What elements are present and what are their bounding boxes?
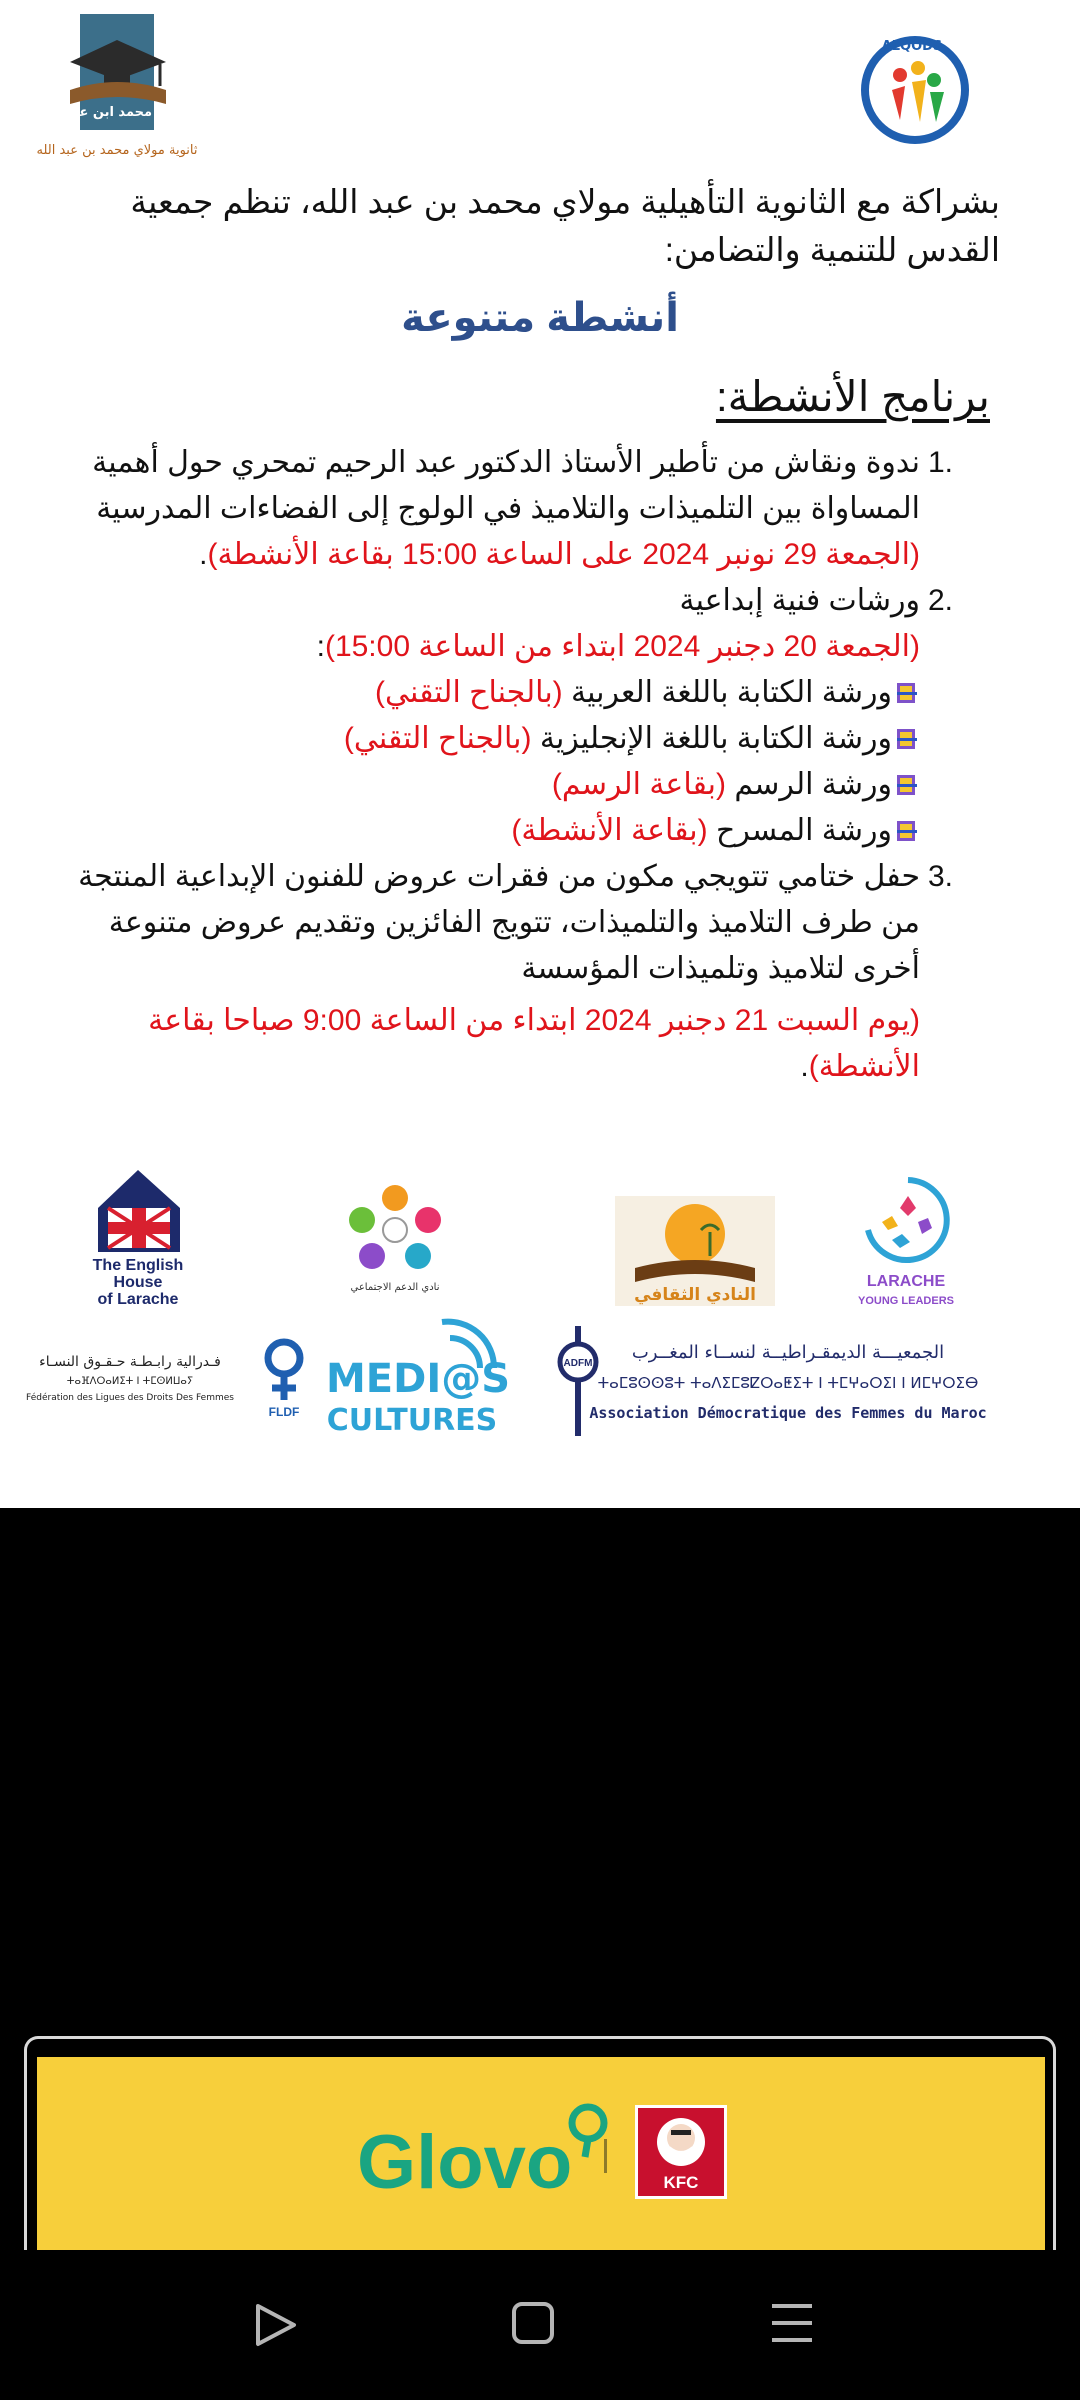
intro-paragraph: بشراكة مع الثانوية التأهيلية مولاي محمد بن عبد الله، تنظم جمعية القدس للتنمية والتضامن:	[130, 183, 1000, 268]
fldf-tifinagh: ⵜⴰⴼⴷⵔⴰⵍⵉⵜ ⵏ ⵜⵎⵙⵍⵡⴰⵢ	[66, 1376, 194, 1387]
adfm-arabic: الجمعيـــة الديمقـراطيــة لنســاء المغــرب	[631, 1342, 945, 1363]
item-date: (الجمعة 20 دجنبر 2024 ابتداء من الساعة 15:00)	[324, 630, 920, 663]
larache-name: LARACHE	[866, 1273, 946, 1290]
item-text: حفل ختامي تتويجي مكون من فقرات عروض للفنون الإبداعية المنتجة من طرف التلاميذ والتلميذات، تتويج الفائزين وتقديم عروض متنوعة أخرى لتلاميذ وتلميذات المؤسسة	[78, 860, 920, 985]
book-bullet-icon	[894, 819, 920, 843]
kfc-logo	[635, 2105, 727, 2199]
medias-cultures-logo	[325, 1308, 511, 1438]
larache-leaders-logo	[848, 1160, 968, 1310]
adfm-french: Association Démocratique des Femmes du Maroc	[589, 1404, 987, 1422]
workshop-name: ورشة الرسم	[734, 768, 892, 801]
social-club-logo	[340, 1178, 450, 1298]
fldf-french: Fédération des Ligues des Droits Des Femmes	[26, 1393, 234, 1403]
glovo-brand: Glovo	[357, 2120, 573, 2205]
school-logo	[36, 12, 198, 162]
item-text: ندوة ونقاش من تأطير الأستاذ الدكتور عبد الرحيم تمحري حول أهمية المساواة بين التلميذات والتلاميذ في الولوج إلى الفضاءات المدرسية	[92, 446, 920, 525]
english-house-line3: of Larache	[97, 1291, 179, 1308]
item-number: 1.	[928, 446, 954, 479]
kfc-text: KFC	[663, 2173, 699, 2192]
school-logo-caption: ثانوية مولاي محمد بن عبد الله	[36, 143, 198, 158]
social-club-caption: نادي الدعم الاجتماعي	[350, 1282, 440, 1293]
back-triangle-icon[interactable]	[250, 2300, 300, 2350]
item-text: ورشات فنية إبداعية	[679, 584, 920, 617]
ad-banner[interactable]	[24, 2036, 1056, 2276]
workshop-item	[40, 808, 920, 854]
workshop-place: (بالجناح التقني)	[375, 676, 563, 709]
alqods-logo	[860, 30, 970, 150]
cultural-club-caption: النادي الثقافي	[634, 1285, 756, 1305]
cultural-club-logo	[615, 1196, 775, 1306]
workshop-name: ورشة الكتابة باللغة العربية	[571, 676, 892, 709]
program-item-1	[40, 440, 954, 578]
workshop-name: ورشة المسرح	[715, 814, 892, 847]
system-navigation-bar	[0, 2250, 1080, 2400]
adfm-logo	[556, 1322, 1016, 1440]
ad-divider	[604, 2139, 607, 2173]
item-number: 2.	[928, 584, 954, 617]
workshop-name: ورشة الكتابة باللغة الإنجليزية	[539, 722, 892, 755]
item-date: (يوم السبت 21 دجنبر 2024 ابتداء من الساعة 9:00 صباحا بقاعة الأنشطة)	[148, 1004, 920, 1083]
item-date-suffix: .	[199, 538, 208, 571]
english-house-logo	[80, 1168, 200, 1308]
program-item-2	[40, 578, 954, 854]
program-item-3	[40, 854, 954, 1090]
medias-line1: MEDI@S	[325, 1356, 511, 1402]
workshop-place: (بقاعة الرسم)	[551, 768, 726, 801]
book-bullet-icon	[894, 681, 920, 705]
workshop-place: (بقاعة الأنشطة)	[511, 814, 708, 847]
alqods-logo-text: ALQODS	[881, 39, 943, 54]
english-house-line2: House	[113, 1274, 163, 1291]
headline: أنشطة متنوعة	[401, 296, 679, 340]
medias-line2: CULTURES	[326, 1403, 498, 1438]
recents-menu-icon[interactable]	[768, 2300, 816, 2346]
item-number: 3.	[928, 860, 954, 893]
fldf-short: FLDF	[268, 1405, 300, 1419]
school-logo-book-text: مولاي محمد ابن عبد الله	[39, 105, 195, 120]
program-list	[40, 440, 954, 1090]
workshop-item	[40, 716, 920, 762]
book-bullet-icon	[894, 727, 920, 751]
fldf-logo	[22, 1322, 322, 1422]
item-date-suffix: :	[316, 630, 325, 663]
program-title: برنامج الأنشطة:	[715, 373, 990, 420]
adfm-tifinagh: ⵜⴰⵎⵓⵙⵙⵓⵜ ⵜⴰⴷⵉⵎⵓⵇⵔⴰⵟⵉⵜ ⵏ ⵜⵎⵖⴰⵔⵉⵏ ⵏ ⵍⵎⵖⵔⵉⴱ	[597, 1374, 979, 1392]
home-square-icon[interactable]	[510, 2300, 556, 2346]
item-date: (الجمعة 29 نونبر 2024 على الساعة 15:00 بقاعة الأنشطة)	[207, 538, 920, 571]
book-bullet-icon	[894, 773, 920, 797]
adfm-short: ADFM	[563, 1358, 593, 1369]
english-house-line1: The English	[92, 1257, 184, 1274]
workshop-item	[40, 670, 920, 716]
fldf-arabic: فـدرالية رابـطـة حـقـوق النسـاء	[39, 1354, 221, 1370]
workshop-place: (بالجناح التقني)	[343, 722, 532, 755]
item-date-suffix: .	[800, 1050, 809, 1083]
larache-tagline: YOUNG LEADERS	[858, 1295, 954, 1307]
workshop-item	[40, 762, 920, 808]
